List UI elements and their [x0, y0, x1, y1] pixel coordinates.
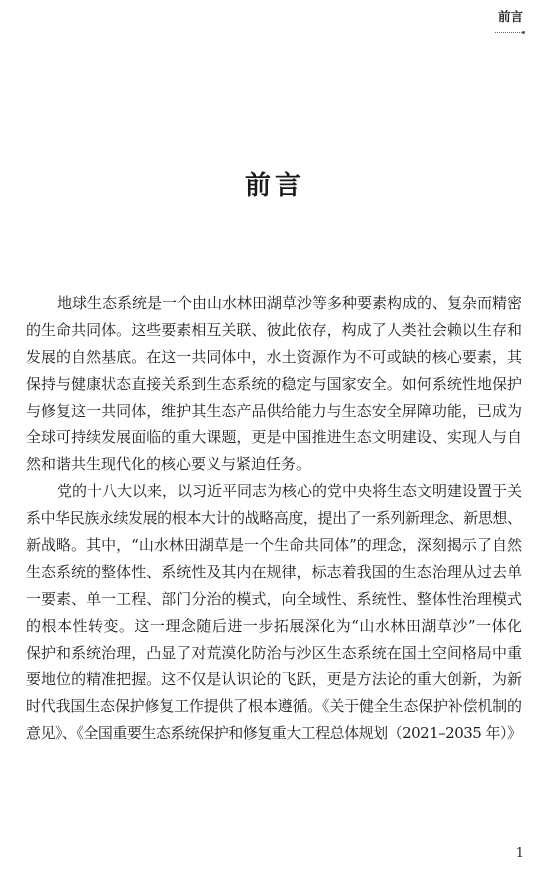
text-line: 系中华民族永续发展的根本大计的战略高度，提出了一系列新理念、新思想、 [26, 509, 522, 528]
text-line: 全球可持续发展面临的重大课题，更是中国推进生态文明建设、实现人与自 [26, 428, 523, 447]
text-line: 党的十八大以来，以习近平同志为核心的党中央将生态文明建设置于关 [57, 482, 522, 501]
text-line: 生态系统的整体性、系统性及其内在规律，标志着我国的生态治理从过去单 [26, 562, 523, 581]
text-line: 然和谐共生现代化的核心要义与紧迫任务。 [26, 455, 312, 474]
text-line: 发展的自然基底。在这一共同体中，水土资源作为不可或缺的核心要素，其 [26, 347, 523, 366]
text-line: 的生命共同体。这些要素相互关联、彼此依存，构成了人类社会赖以生存和 [26, 320, 523, 339]
text-line: 地球生态系统是一个由山水林田湖草沙等多种要素构成的、复杂而精密 [57, 294, 522, 312]
text-line: 保护和系统治理，凸显了对荒漠化防治与沙区生态系统在国土空间格局中重 [26, 643, 523, 662]
text-line: 与修复这一共同体，维护其生态产品供给能力与生态安全屏障功能，已成为 [26, 401, 523, 420]
text-line: 时代我国生态保护修复工作提供了根本遵循。《关于健全生态保护补偿机制的 [26, 697, 522, 716]
running-head: 前言 [497, 9, 523, 24]
page-number: 1 [515, 846, 524, 861]
text-line: 一要素、单一工程、部门分治的模式，向全域性、系统性、整体性治理模式 [26, 589, 523, 608]
running-head-rule [495, 32, 522, 33]
text-line: 要地位的精准把握。这不仅是认识论的飞跃，更是方法论的重大创新，为新 [26, 670, 523, 689]
text-line: 保持与健康状态直接关系到生态系统的稳定与国家安全。如何系统性地保护 [26, 374, 523, 393]
rule-dot [522, 31, 525, 34]
chapter-title: 前言 [244, 171, 305, 201]
text-line: 意见》、《全国重要生态系统保护和修复重大工程总体规划（2021–2035 年）》 [26, 724, 522, 743]
body-text [26, 290, 522, 747]
text-line: 新战略。其中，“山水林田湖草是一个生命共同体”的理念，深刻揭示了自然 [26, 536, 523, 555]
paragraph [26, 478, 522, 747]
text-line: 的根本性转变。这一理念随后进一步拓展深化为“山水林田湖草沙”一体化 [26, 616, 523, 635]
paragraph [26, 290, 522, 478]
